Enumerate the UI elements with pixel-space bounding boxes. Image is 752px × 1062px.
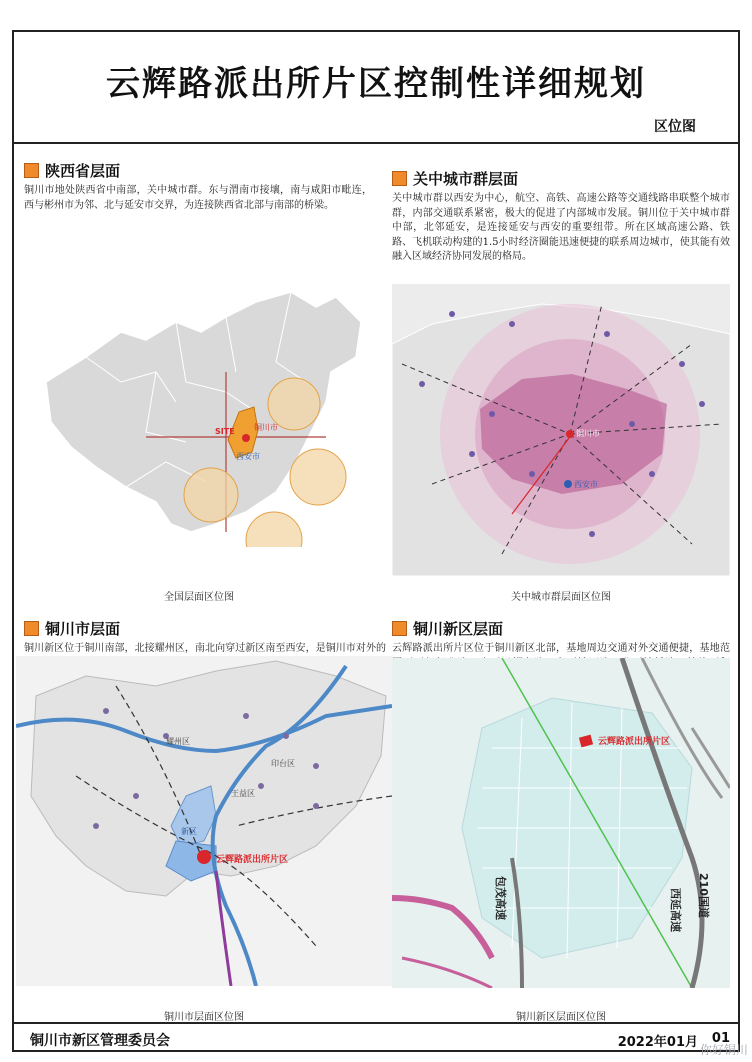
- caption-province: 全国层面区位图: [164, 592, 234, 603]
- title-bar: [14, 32, 738, 144]
- caption-newdistrict: 铜川新区层面区位图: [516, 1012, 606, 1023]
- panel-province-heading: [24, 160, 372, 181]
- footer: [14, 1022, 738, 1052]
- map-site-label: SITE: [215, 427, 235, 436]
- china-map-graphic: [26, 262, 372, 547]
- new-district-map-graphic: [392, 658, 730, 988]
- tongchuan-marker: [566, 430, 574, 438]
- map-site-label: 云辉路派出所片区: [216, 855, 289, 865]
- orange-square-icon: [24, 621, 39, 636]
- panel-cluster: [392, 168, 730, 265]
- city-ring-east: [290, 449, 346, 505]
- map-xian-label: 西安市: [574, 480, 598, 489]
- map-g210-label: 210国道: [697, 873, 710, 918]
- panel-city-heading: [24, 618, 386, 639]
- map-site-label: 云辉路派出所片区: [598, 737, 671, 747]
- panel-cluster-heading: [392, 168, 730, 189]
- panel-newdistrict-heading: [392, 618, 730, 639]
- orange-square-icon: [392, 621, 407, 636]
- map-yaozhou-label: 耀州区: [166, 737, 190, 746]
- footer-organization: 铜川市新区管理委员会: [30, 1033, 170, 1049]
- panel-province: [24, 160, 372, 213]
- panel-city-title: 铜川市层面: [45, 620, 121, 638]
- caption-city: 铜川市层面区位图: [164, 1012, 244, 1023]
- map-baomao-label: 包茂高速: [494, 876, 507, 920]
- guanzhong-map: [392, 284, 730, 576]
- map-tongchuan-label: 铜川市: [576, 429, 600, 438]
- caption-cluster: 关中城市群层面区位图: [511, 592, 611, 603]
- city-ring-south: [246, 512, 302, 547]
- orange-square-icon: [24, 163, 39, 178]
- site-marker: [197, 850, 211, 864]
- map-xian-label: 西安市: [236, 452, 260, 461]
- footer-page-number: 01: [711, 1031, 730, 1046]
- map-wangyi-label: 王益区: [231, 789, 255, 798]
- panel-cluster-title: 关中城市群层面: [413, 170, 519, 188]
- city-ring-west: [184, 468, 238, 522]
- tongchuan-city-map: [16, 656, 392, 986]
- xian-marker: [564, 480, 572, 488]
- new-district-map: [392, 658, 730, 988]
- page-title: 云辉路派出所片区控制性详细规划: [106, 64, 646, 104]
- panel-newdistrict-text: 云辉路派出所片区位于铜川新区北部，基地周边交通对外交通便捷，基地范: [392, 643, 730, 654]
- china-map: [26, 262, 372, 547]
- panel-newdistrict-title: 铜川新区层面: [413, 620, 504, 638]
- panel-cluster-text: 关中城市群以西安为中心，航空、高铁、高速公路等交通线路串联整个城市群，内部交通联系紧密，极大的促进了内部城市发展。铜川位于关中城市群中部，北邻延安，是连接延安与西安的重要纽带。所在区域高速公路、铁路、飞机联动构建的1.5小时经济圈能迅速便捷的联系周边城市，使其能有效融入区域经济协同发展的格局。: [392, 193, 730, 262]
- drawing-sheet: [12, 30, 740, 1052]
- page-subtitle: 区位图: [654, 119, 696, 135]
- orange-square-icon: [392, 171, 407, 186]
- panel-city-text: 铜川新区位于铜川南部，北接耀州区，南北向穿过新区南至西安，是铜川市对外的: [24, 643, 386, 654]
- footer-date: 2022年01月: [617, 1035, 698, 1050]
- map-city-label: 铜川市: [254, 423, 278, 432]
- watermark: 你好铜川: [699, 1043, 748, 1057]
- guanzhong-map-graphic: [392, 284, 730, 576]
- panel-province-text: 铜川市地处陕西省中南部，关中城市群。东与渭南市接壤，南与咸阳市毗连，西与彬州市为邻、北与延安市交界，为连接陕西省北部与南部的桥梁。: [24, 185, 372, 211]
- tongchuan-dot: [242, 434, 250, 442]
- map-xiyan-label: 西延高速: [669, 888, 682, 932]
- panel-province-title: 陕西省层面: [45, 162, 121, 180]
- map-xinqu-label: 新区: [181, 827, 197, 836]
- map-yintai-label: 印台区: [271, 759, 295, 768]
- tongchuan-map-graphic: [16, 656, 392, 986]
